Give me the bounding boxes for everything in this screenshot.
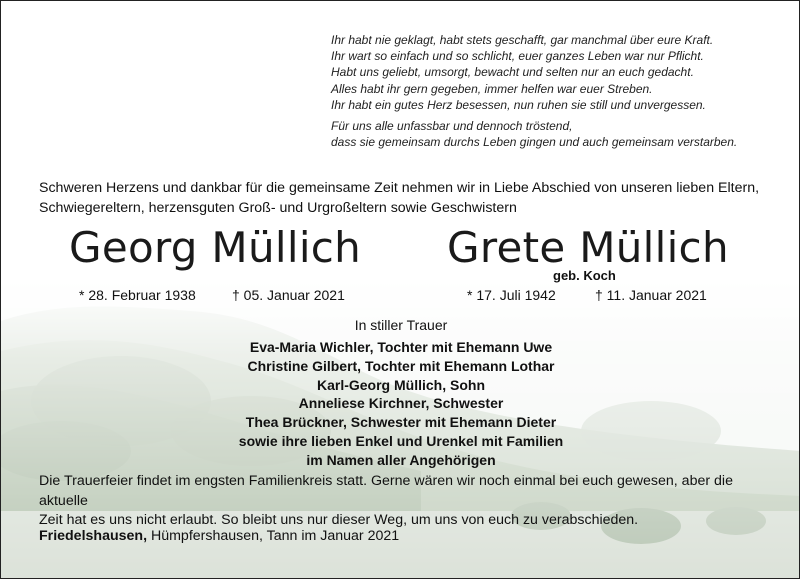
mourner-entry: Thea Brückner, Schwester mit Ehemann Dieter <box>245 414 557 431</box>
place-rest: Hümpfershausen, Tann im Januar 2021 <box>147 528 400 544</box>
memorial-poem <box>331 32 791 150</box>
mourners-list <box>1 338 800 470</box>
mourner-entry: Anneliese Kirchner, Schwester <box>298 395 504 412</box>
intro-line: Schwiegereltern, herzensguten Groß- und Urgroßeltern sowie Geschwistern <box>39 200 517 216</box>
funeral-notice <box>39 472 779 531</box>
poem-line: Ihr wart so einfach und so schlicht, euer ganzes Leben war nur Pflicht. <box>331 49 704 64</box>
deceased-name-georg: Georg Müllich <box>69 223 362 272</box>
poem-line: dass sie gemeinsam durchs Leben gingen und auch gemeinsam verstarben. <box>331 135 738 150</box>
intro-line: Schweren Herzens und dankbar für die gemeinsame Zeit nehmen wir in Liebe Abschied von unseren lieben Eltern, <box>39 180 760 196</box>
funeral-line: Die Trauerfeier findet im engsten Familienkreis statt. Gerne wären wir noch einmal bei euch gewesen, aber die aktuelle <box>39 473 733 509</box>
maiden-name: geb. Koch <box>553 268 616 283</box>
deceased-name-grete: Grete Müllich <box>447 223 729 272</box>
death-date-georg: † 05. Januar 2021 <box>232 287 345 303</box>
mourner-entry: im Namen aller Angehörigen <box>306 451 496 468</box>
mourner-entry: sowie ihre lieben Enkel und Urenkel mit Familien <box>238 432 564 449</box>
poem-line: Für uns alle unfassbar und dennoch tröstend, <box>331 119 573 134</box>
mourner-entry: Karl-Georg Müllich, Sohn <box>316 376 485 393</box>
intro-text <box>39 178 779 218</box>
poem-line: Habt uns geliebt, umsorgt, bewacht und selten nur an euch gedacht. <box>331 65 694 80</box>
poem-line: Ihr habt nie geklagt, habt stets geschafft, gar manchmal über eure Kraft. <box>331 33 714 47</box>
poem-line: Ihr habt ein gutes Herz besessen, nun ruhen sie still und unvergessen. <box>331 97 706 112</box>
place-town: Friedelshausen, <box>39 528 148 544</box>
funeral-line: Zeit hat es uns nicht erlaubt. So bleibt uns nur dieser Weg, um uns von euch zu verabschieden. <box>39 512 639 528</box>
birth-date-georg: * 28. Februar 1938 <box>79 287 196 303</box>
mourning-title: In stiller Trauer <box>354 317 448 333</box>
mourner-entry: Eva-Maria Wichler, Tochter mit Ehemann Uwe <box>249 339 553 355</box>
birth-date-grete: * 17. Juli 1942 <box>467 287 556 303</box>
mourner-entry: Christine Gilbert, Tochter mit Ehemann Lothar <box>247 357 555 374</box>
poem-line: Alles habt ihr gern gegeben, immer helfen war euer Streben. <box>331 81 653 96</box>
place-and-date <box>39 528 399 544</box>
death-date-grete: † 11. Januar 2021 <box>595 287 707 303</box>
